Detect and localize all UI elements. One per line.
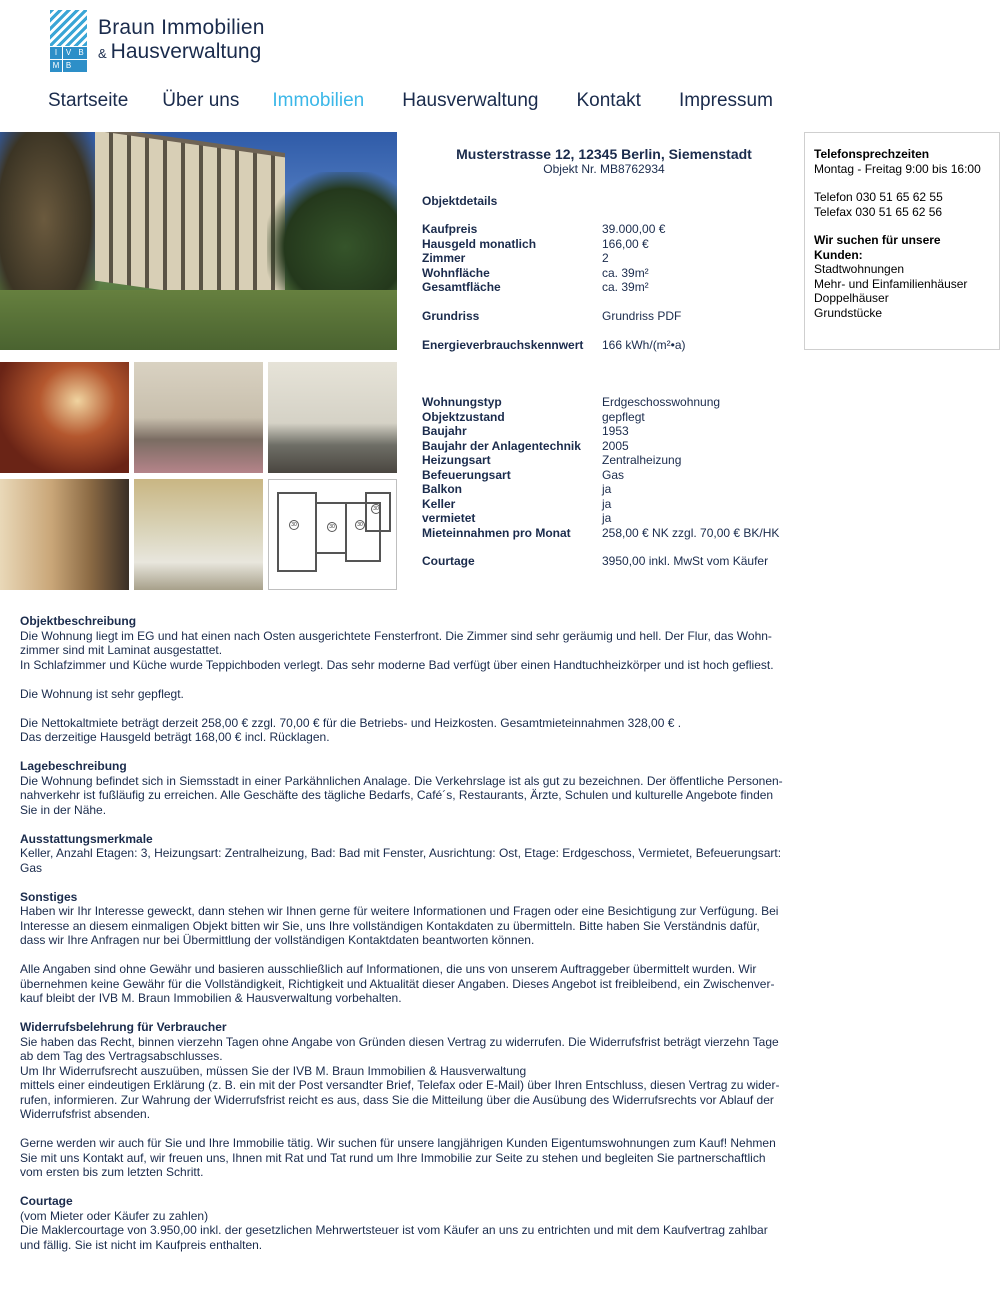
nav-startseite[interactable]: Startseite <box>48 90 129 111</box>
list-item: Doppelhäuser <box>814 291 889 305</box>
ausstattung-text: Keller, Anzahl Etagen: 3, Heizungsart: Zentralheizung, Bad: Bad mit Fenster, Ausrichtung: Ost, Etage: Erdgeschoss, Vermietet, Befeuerungsart: Gas <box>20 846 782 875</box>
detail-row: Befeuerungsart Gas <box>422 467 625 482</box>
detail-row: Wohnungstyp Erdgeschosswohnung <box>422 395 721 409</box>
courtage-text: (vom Mieter oder Käufer zu zahlen) Die Maklercourtage von 3.950,00 inkl. der gesetzlichen Mehrwertsteuer ist vom Käufer an uns zu entrichten und mit dem Kaufvertrag zahlbar und fällig. Sie ist nicht im Kaufpreis enthalten. <box>20 1208 768 1252</box>
objekt-text-1: Die Wohnung liegt im EG und hat einen nach Osten ausgerichtete Fensterfront. Die Zimmer sind sehr geräumig und hell. Der Flur, das Wohn- zimmer sind mit Laminat ausgestattet. In Schlafzimmer und Küche wurde Teppichboden verlegt. Das sehr moderne Bad verfügt über einen Handtuchheizkörper und ist hoch gefliest. <box>20 628 774 672</box>
detail-row: Heizungsart Zentralheizung <box>422 453 682 467</box>
site-logo[interactable] <box>50 10 280 74</box>
details-group-price <box>422 222 665 295</box>
sonstiges-text-1: Haben wir Ihr Interesse geweckt, dann stehen wir Ihnen gerne für weitere Informationen und Fragen oder eine Besichtigung zur Verfügung. Bei Interesse an diesem einmaligen Objekt bitten wir Sie, uns Ihre vollständigen Kontakdaten zu übermitteln. Bitte haben Sie Verständnis dafür, dass wir Ihre Anfragen nur bei Übermittlung der vollständigen Kontaktdaten beantworten können. <box>20 904 779 947</box>
detail-row: Baujahr der Anlagentechnik 2005 <box>422 438 629 453</box>
objektbeschreibung-heading: Objektbeschreibung <box>20 614 137 628</box>
main-photo-building[interactable] <box>0 132 397 350</box>
lagebeschreibung-heading: Lagebeschreibung <box>20 759 127 773</box>
sonstiges-text-2: Alle Angaben sind ohne Gewähr und basieren ausschließlich auf Informationen, die uns von unserem Auftraggeber übermittelt wurden. Wir übernehmen keine Gewähr für die Vollständigkeit, Richtigkeit und Aktualität dieser Angaben. Dieses Angebot ist freibleibend, ein Zwischenver- kauf bleibt der IVB M. Braun Immobilien & Hausverwaltung vorbehalten. <box>20 962 775 1005</box>
phone-number[interactable]: Telefon 030 51 65 62 55 <box>814 190 943 204</box>
logo-house-icon: I V B M B <box>50 10 87 72</box>
property-description <box>20 614 790 1252</box>
thumb-bathroom[interactable] <box>134 479 263 590</box>
search-title: Wir suchen für unsere Kunden: <box>814 233 941 262</box>
details-group-building <box>422 395 779 540</box>
detail-row: Gesamtfläche ca. 39m² <box>422 280 649 294</box>
thumb-floor-plan[interactable]: 30 30 30 30 <box>268 479 397 590</box>
list-item: Grundstücke <box>814 305 883 320</box>
widerruf-heading: Widerrufsbelehrung für Verbraucher <box>20 1020 227 1034</box>
lage-text: Die Wohnung befindet sich in Siemsstadt in einer Parkähnlichen Analage. Die Verkehrslage ist als gut zu bezeichnen. Der öffentliche Personen- nahverkehr ist fußläufig zu erreichen. Alle Geschäfte des tägliche Bedarfs, Café´s, Restaurants, Ärzte, Schulen und kulturelle Angebote finden Sie in der Nähe. <box>20 773 783 817</box>
thumb-hallway[interactable] <box>0 479 129 590</box>
logo-subtitle: & Hausverwaltung <box>98 40 262 63</box>
detail-row: Baujahr 1953 <box>422 424 629 438</box>
sonstiges-heading: Sonstiges <box>20 889 78 904</box>
nav-impressum[interactable]: Impressum <box>678 90 773 111</box>
details-grundriss: Grundriss Grundriss PDF <box>422 309 682 323</box>
courtage-heading: Courtage <box>20 1194 73 1208</box>
detail-row: Balkon ja <box>422 482 612 496</box>
object-number: Objekt Nr. MB8762934 <box>543 162 665 176</box>
detail-row: Wohnfläche ca. 39m² <box>422 265 649 280</box>
thumb-bedroom[interactable] <box>0 362 129 473</box>
logo-title: Braun Immobilien <box>98 16 265 39</box>
detail-row: Objektzustand gepflegt <box>422 409 645 424</box>
grundriss-pdf-link[interactable]: Grundriss PDF <box>602 309 682 323</box>
detail-row: Zimmer 2 <box>422 251 609 265</box>
detail-row: vermietet ja <box>422 511 612 525</box>
fax-number: Telefax 030 51 65 62 56 <box>814 204 943 219</box>
thumb-living-room[interactable] <box>134 362 263 473</box>
phone-hours: Montag - Freitag 9:00 bis 16:00 <box>814 161 981 176</box>
detail-row: Keller ja <box>422 496 612 511</box>
objektdetails-heading: Objektdetails <box>422 194 498 208</box>
contact-sidebox <box>804 132 1000 350</box>
objekt-text-3: Die Nettokaltmiete beträgt derzeit 258,00 € zzgl. 70,00 € für die Betriebs- und Heizkosten. Gesamtmieteinnahmen 328,00 € . Das derzeitige Hausgeld beträgt 168,00 € incl. Rücklagen. <box>20 715 682 744</box>
thumb-kitchen[interactable] <box>268 362 397 473</box>
nav-ueber-uns[interactable]: Über uns <box>162 90 240 111</box>
main-nav <box>48 90 811 112</box>
detail-row: Mieteinnahmen pro Monat 258,00 € NK zzgl. 70,00 € BK/HK <box>422 525 780 540</box>
details-energie: Energieverbrauchskennwert 166 kWh/(m²•a) <box>422 338 686 352</box>
property-address-block <box>404 146 804 176</box>
list-item: Mehr- und Einfamilienhäuser <box>814 276 968 291</box>
nav-kontakt[interactable]: Kontakt <box>576 90 641 111</box>
ausstattung-heading: Ausstattungsmerkmale <box>20 831 153 846</box>
details-courtage: Courtage 3950,00 inkl. MwSt vom Käufer <box>422 554 769 568</box>
objekt-text-2: Die Wohnung ist sehr gepflegt. <box>20 686 184 701</box>
list-item: Stadtwohnungen <box>814 262 905 276</box>
detail-row: Kaufpreis 39.000,00 € <box>422 222 666 236</box>
nav-hausverwaltung[interactable]: Hausverwaltung <box>402 90 539 111</box>
widerruf-text-1: Sie haben das Recht, binnen vierzehn Tagen ohne Angabe von Gründen diesen Vertrag zu widerrufen. Die Widerrufsfrist beträgt vierzehn Tage ab dem Tag des Vertragsabschlusses. Um Ihr Widerrufsrecht auszuüben, müssen Sie der IVB M. Braun Immobilien & Hausverwaltung mittels einer eindeutigen Erklärung (z. B. ein mit der Post versandter Brief, Telefax oder E-Mail) über Ihren Entschluss, diesen Vertrag zu wider- rufen, informieren. Zur Wahrung der Widerrufsfrist reicht es aus, dass Sie die Mitteilung über die Ausübung des Widerrufsrechts vor Ablauf der Widerrufsfrist absenden. <box>20 1034 780 1121</box>
nav-immobilien[interactable]: Immobilien <box>272 90 365 111</box>
widerruf-text-2: Gerne werden wir auch für Sie und Ihre Immobilie tätig. Wir suchen für unsere langjährigen Kunden Eigentumswohnungen zum Kauf! Nehmen Sie mit uns Kontakt auf, wir freuen uns, Ihnen mit Rat und Tat rund um Ihre Immobilie zur Seite zu stehen und begleiten Sie partnerschaftlich vom ersten bis zum letzten Schritt. <box>20 1136 776 1179</box>
detail-row: Hausgeld monatlich 166,00 € <box>422 236 649 251</box>
property-address: Musterstrasse 12, 12345 Berlin, Siemenstadt <box>456 146 752 162</box>
phone-hours-title: Telefonsprechzeiten <box>814 147 930 161</box>
